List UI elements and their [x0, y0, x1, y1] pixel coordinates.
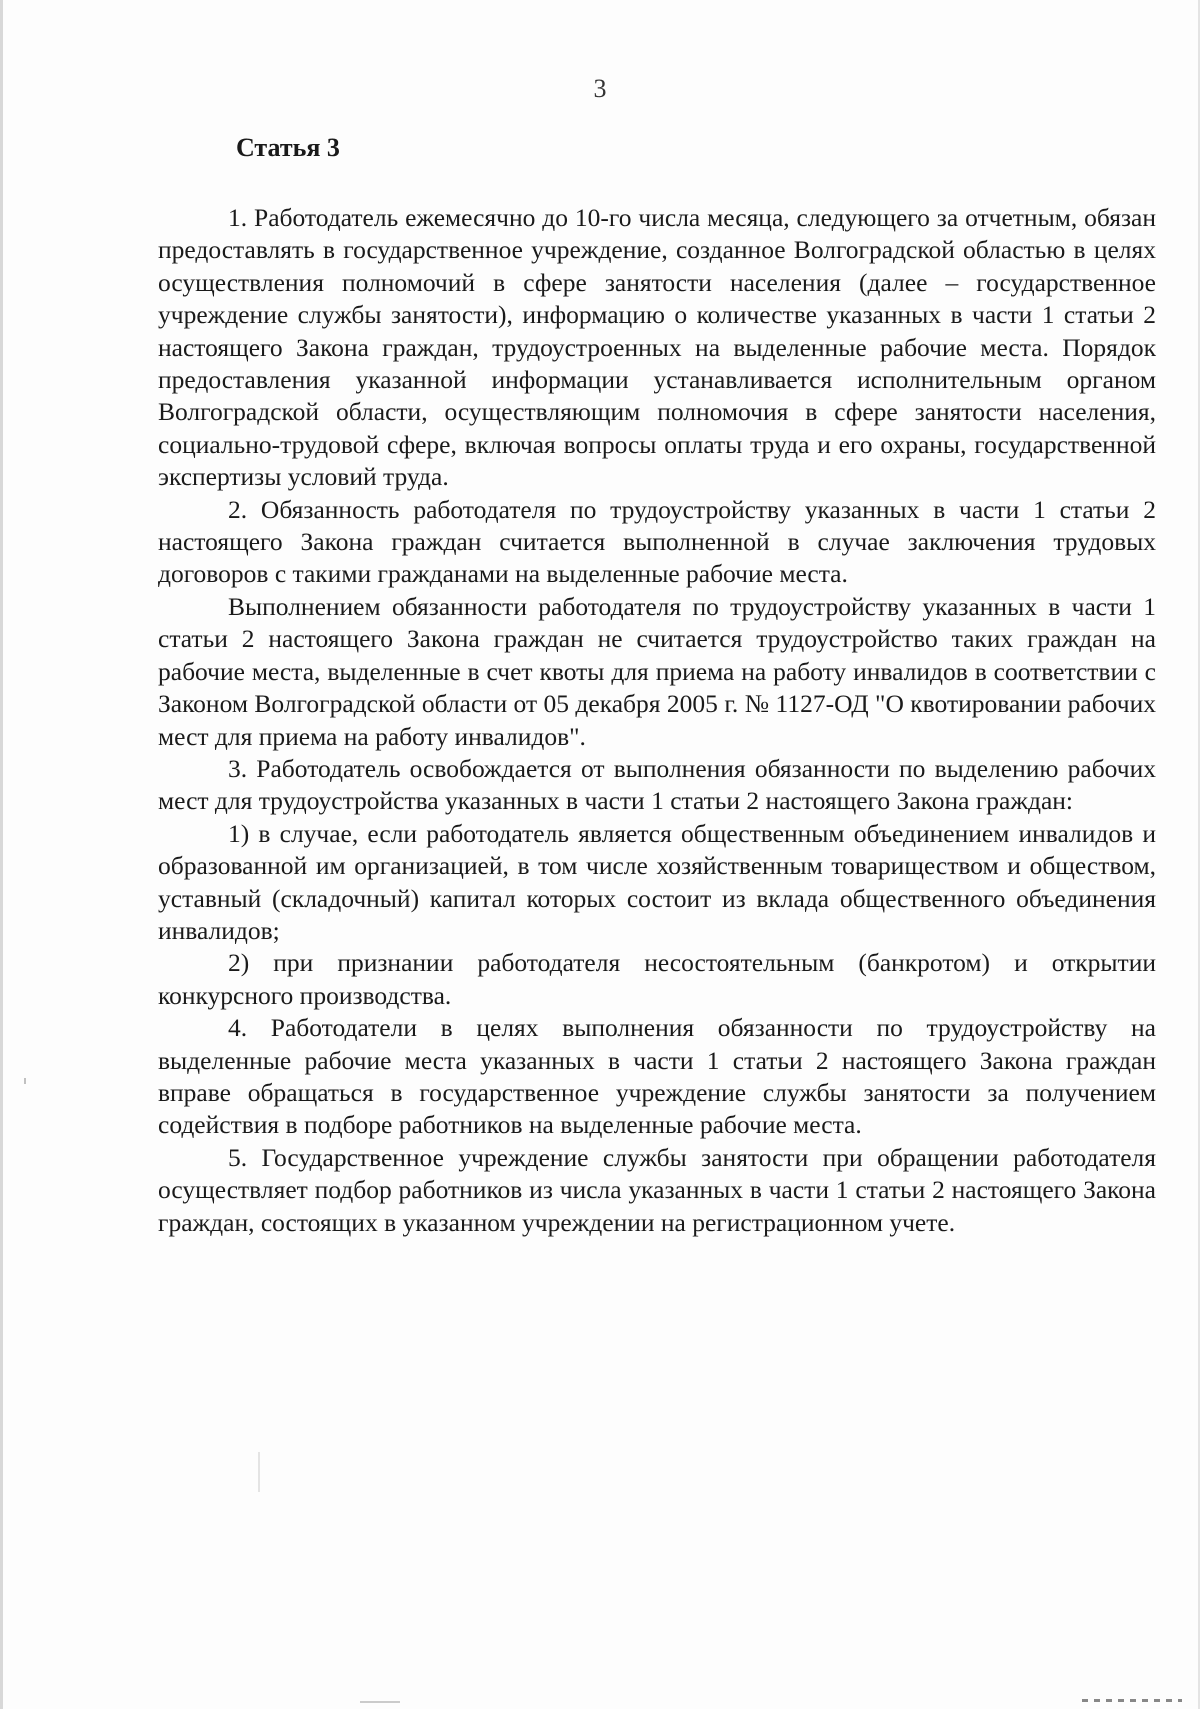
- paragraph-7: 4. Работодатели в целях выполнения обязанности по трудоустройству на выделенные рабочие места указанных в части 1 статьи 2 настоящего Закона граждан вправе обращаться в государственное учреждение службы занятости за получением содействия в подборе работников на выделенные рабочие места.: [158, 1013, 1156, 1140]
- scan-artifact: [24, 1078, 26, 1084]
- paragraph-2: 2. Обязанность работодателя по трудоустройству указанных в части 1 статьи 2 настоящего Закона граждан считается выполненной в случае заключения трудовых договоров с такими гражданами на выделенные рабочие места.: [158, 494, 1156, 589]
- article-body: [158, 202, 1156, 1239]
- scan-artifact: [258, 1452, 260, 1492]
- paragraph-3: Выполнением обязанности работодателя по трудоустройству указанных в части 1 статьи 2 настоящего Закона граждан не считается трудоустройство таких граждан на рабочие места, выделенные в счет квоты для приема на работу инвалидов в соответствии с Законом Волгоградской области от 05 декабря 2005 г. № 1127-ОД "О квотировании рабочих мест для приема на работу инвалидов".: [158, 591, 1156, 751]
- scan-artifact: [360, 1701, 400, 1703]
- article-title: Статья 3: [236, 133, 340, 162]
- scan-artifact: [1082, 1699, 1182, 1702]
- page-number: 3: [593, 74, 607, 103]
- paragraph-6: 2) при признании работодателя несостоятельным (банкротом) и открытии конкурсного производства.: [158, 948, 1156, 1010]
- paragraph-4: 3. Работодатель освобождается от выполнения обязанности по выделению рабочих мест для трудоустройства указанных в части 1 статьи 2 настоящего Закона граждан:: [158, 753, 1156, 816]
- paragraph-8: 5. Государственное учреждение службы занятости при обращении работодателя осуществляет подбор работников из числа указанных в части 1 статьи 2 настоящего Закона граждан, состоящих в указанном учреждении на регистрационном учете.: [158, 1142, 1156, 1237]
- scan-edge-left: [0, 0, 3, 1709]
- paragraph-1: 1. Работодатель ежемесячно до 10-го числа месяца, следующего за отчетным, обязан предоставлять в государственное учреждение, созданное Волгоградской областью в целях осуществления полномочий в сфере занятости населения (далее – государственное учреждение службы занятости), информацию о количестве указанных в части 1 статьи 2 настоящего Закона граждан, трудоустроенных на выделенные рабочие места. Порядок предоставления указанной информации устанавливается исполнительным органом Волгоградской области, осуществляющим полномочия в сфере занятости населения, социально-трудовой сфере, включая вопросы оплаты труда и его охраны, государственной экспертизы условий труда.: [158, 203, 1156, 492]
- paragraph-5: 1) в случае, если работодатель является общественным объединением инвалидов и образованной им организацией, в том числе хозяйственным товариществом и обществом, уставный (складочный) капитал которых состоит из вклада общественного объединения инвалидов;: [158, 818, 1156, 945]
